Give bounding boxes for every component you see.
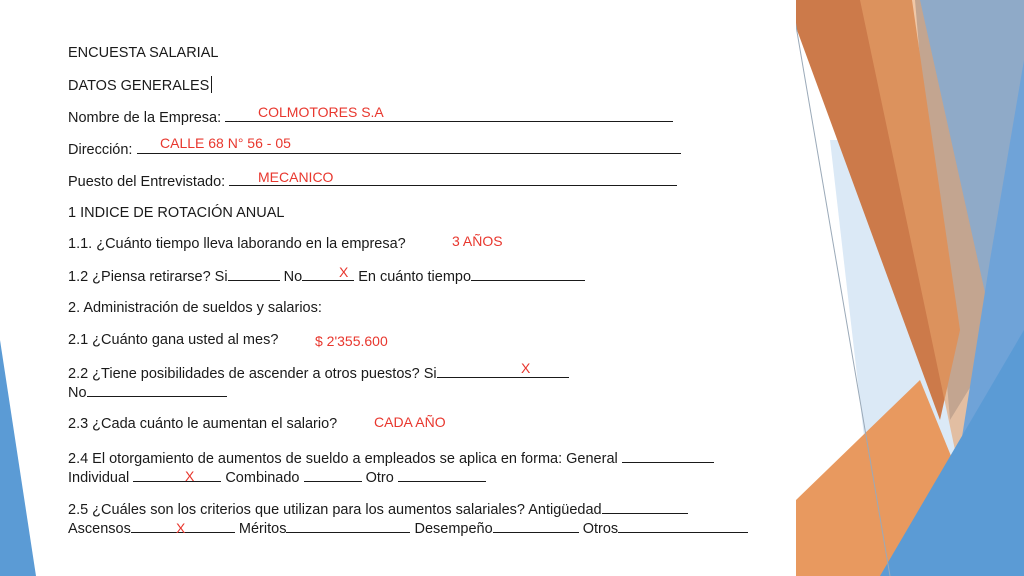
question-2-3: 2.3 ¿Cada cuánto le aumentan el salario? xyxy=(68,416,338,432)
address-answer: CALLE 68 N° 56 - 05 xyxy=(160,135,291,151)
answer-2-1: $ 2'355.600 xyxy=(315,333,388,349)
document-title: ENCUESTA SALARIAL xyxy=(68,45,219,61)
answer-2-5-ascensos-mark: X xyxy=(176,520,186,536)
company-answer: COLMOTORES S.A xyxy=(258,104,384,120)
answer-2-3: CADA AÑO xyxy=(374,414,446,430)
question-2-5-options: Ascensos Méritos Desempeño Otros xyxy=(68,519,748,538)
question-1-2: 1.2 ¿Piensa retirarse? Si No En cuánto tiempo xyxy=(68,267,585,286)
section-datos-generales: DATOS GENERALES xyxy=(68,76,212,95)
section-rotacion: 1 INDICE DE ROTACIÓN ANUAL xyxy=(68,205,285,221)
answer-1-2-no-mark: X xyxy=(339,264,349,280)
question-2-4-options: Individual Combinado Otro xyxy=(68,468,486,487)
text-cursor xyxy=(211,76,212,93)
position-row: Puesto del Entrevistado: xyxy=(68,172,677,191)
question-2-2: 2.2 ¿Tiene posibilidades de ascender a otros puestos? Si xyxy=(68,364,569,383)
question-2-1: 2.1 ¿Cuánto gana usted al mes? xyxy=(68,332,279,348)
question-2-5: 2.5 ¿Cuáles son los criterios que utilizan para los aumentos salariales? Antigüedad xyxy=(68,500,688,519)
answer-1-1: 3 AÑOS xyxy=(452,233,503,249)
question-1-1: 1.1. ¿Cuánto tiempo lleva laborando en la empresa? xyxy=(68,236,406,252)
company-row: Nombre de la Empresa: xyxy=(68,108,673,127)
address-row: Dirección: xyxy=(68,140,681,159)
answer-2-2-si-mark: X xyxy=(521,360,531,376)
question-2-2-no: No xyxy=(68,383,227,402)
section-administracion: 2. Administración de sueldos y salarios: xyxy=(68,300,322,316)
position-answer: MECANICO xyxy=(258,169,334,185)
question-2-4: 2.4 El otorgamiento de aumentos de sueldo a empleados se aplica en forma: General xyxy=(68,449,714,468)
answer-2-4-individual-mark: X xyxy=(185,468,195,484)
